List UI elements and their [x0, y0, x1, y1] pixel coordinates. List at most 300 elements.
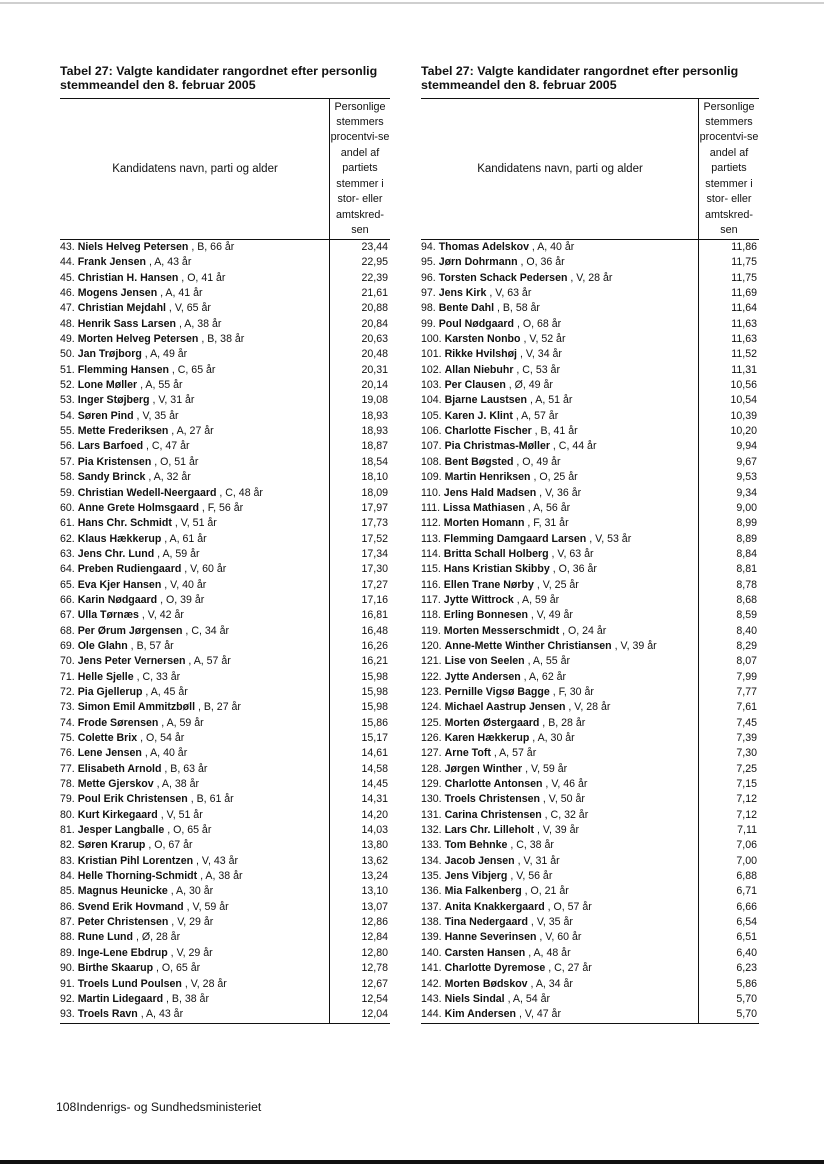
table-row: [60, 992, 390, 1007]
candidate-cell: [60, 578, 206, 593]
table-row: [421, 301, 759, 316]
candidate-cell: [421, 424, 578, 439]
candidate-name: Pia Christmas-Møller: [444, 440, 550, 453]
party-and-age: , V, 56 år: [507, 870, 553, 883]
party-and-age: , A, 45 år: [142, 685, 188, 698]
table-row: [60, 1007, 390, 1022]
candidate-name: Karsten Nonbo: [444, 333, 521, 346]
rank-number: 122.: [421, 670, 442, 683]
candidate-name: Bjarne Laustsen: [444, 394, 528, 407]
candidate-name: Britta Schall Holberg: [443, 547, 549, 560]
rank-number: 113.: [421, 532, 441, 545]
vote-share-value: 5,86: [736, 977, 757, 990]
party-and-age: , A, 32 år: [145, 471, 191, 484]
table-bottom-rule: [421, 1023, 759, 1024]
table-row: [60, 332, 390, 347]
candidate-cell: [60, 654, 231, 669]
rank-number: 136.: [421, 885, 442, 898]
column-header-value: Personlige stemmers procentvi-se andel af partiets stemmer i stor- eller amtskred-sen: [698, 99, 759, 239]
candidate-cell: [60, 424, 214, 439]
vote-share-value: 7,12: [736, 793, 757, 806]
vote-share-value: 6,88: [736, 870, 757, 883]
table-row: [60, 470, 390, 485]
table-row: [60, 731, 390, 746]
candidate-cell: [421, 700, 610, 715]
rank-number: 108.: [421, 455, 442, 468]
table-row: [421, 409, 759, 424]
rank-number: 128.: [421, 762, 442, 775]
party-and-age: , V, 39 år: [611, 639, 657, 652]
candidate-cell: [60, 762, 207, 777]
rank-number: 143.: [421, 992, 442, 1005]
candidate-cell: [60, 946, 213, 961]
party-and-age: , B, 28 år: [539, 716, 586, 729]
rank-number: 46.: [60, 287, 75, 300]
rank-number: 98.: [421, 302, 436, 315]
candidate-cell: [421, 393, 572, 408]
party-and-age: , V, 40 år: [161, 578, 207, 591]
vote-share-value: 18,93: [361, 425, 388, 438]
party-and-age: , O, 41 år: [178, 271, 226, 284]
vote-share-value: 10,56: [730, 379, 757, 392]
table-row: [60, 378, 390, 393]
rank-number: 118.: [421, 609, 441, 622]
vote-share-value: 17,34: [361, 547, 388, 560]
party-and-age: , A, 30 år: [167, 885, 214, 898]
table-body: [60, 240, 390, 1023]
candidate-cell: [60, 777, 199, 792]
candidate-cell: [60, 838, 193, 853]
vote-share-value: 15,17: [361, 732, 388, 744]
table-row: [421, 946, 759, 961]
table-row: [60, 792, 390, 807]
rank-number: 78.: [60, 778, 75, 791]
rank-number: 121.: [421, 655, 442, 668]
table-row: [421, 547, 759, 562]
candidate-cell: [421, 854, 560, 869]
candidate-name: Jens Kirk: [438, 287, 487, 300]
party-and-age: , C, 47 år: [143, 440, 190, 453]
rank-number: 95.: [421, 256, 436, 269]
candidate-name: Bent Bøgsted: [444, 455, 514, 468]
party-and-age: , Ø, 49 år: [505, 379, 553, 392]
candidate-name: Mette Frederiksen: [77, 425, 169, 438]
vote-share-value: 9,94: [736, 440, 757, 453]
party-and-age: , A, 59 år: [513, 593, 560, 606]
candidate-name: Troels Ravn: [77, 1008, 138, 1021]
party-and-age: , V, 59 år: [183, 900, 229, 913]
table-row: [421, 424, 759, 439]
rank-number: 87.: [60, 916, 75, 929]
candidate-cell: [421, 547, 594, 562]
table-row: [60, 762, 390, 777]
candidate-cell: [421, 470, 578, 485]
candidate-cell: [60, 977, 227, 992]
rank-number: 65.: [60, 578, 75, 591]
table-row: [60, 455, 390, 470]
rank-number: 76.: [60, 747, 75, 760]
table-row: [60, 578, 390, 593]
vote-share-value: 6,66: [736, 900, 757, 913]
party-and-age: , O, 24 år: [559, 624, 607, 637]
candidate-cell: [421, 516, 569, 531]
party-and-age: , A, 49 år: [141, 348, 188, 361]
party-and-age: , V, 51 år: [157, 808, 203, 821]
party-and-age: , V, 28 år: [567, 271, 613, 284]
party-and-age: , B, 61 år: [187, 793, 234, 806]
candidate-name: Simon Emil Ammitzbøll: [77, 701, 196, 714]
rank-number: 144.: [421, 1008, 442, 1021]
vote-share-value: 14,61: [361, 747, 388, 760]
rank-number: 92.: [60, 992, 75, 1005]
candidate-cell: [60, 961, 200, 976]
vote-share-value: 9,34: [736, 486, 757, 499]
column-header-value: Personlige stemmers procentvi-se andel af partiets stemmer i stor- eller amtskred-sen: [329, 99, 390, 239]
table-row: [421, 455, 759, 470]
rank-number: 127.: [421, 747, 442, 760]
candidate-cell: [60, 501, 243, 516]
table-row: [421, 977, 759, 992]
candidate-name: Christian H. Hansen: [77, 271, 179, 284]
candidate-name: Ole Glahn: [77, 639, 128, 652]
table-row: [60, 685, 390, 700]
top-edge-rule: [0, 2, 824, 4]
party-and-age: , A, 57 år: [512, 409, 559, 422]
table-row: [60, 532, 390, 547]
candidate-cell: [60, 347, 187, 362]
party-and-age: , A, 55 år: [137, 379, 183, 392]
vote-share-value: 10,39: [730, 409, 757, 422]
vote-share-value: 16,21: [361, 655, 388, 668]
candidate-cell: [60, 900, 229, 915]
candidate-name: Inge-Lene Ebdrup: [77, 946, 168, 959]
candidate-name: Jens Hald Madsen: [443, 486, 537, 499]
column-header-name: Kandidatens navn, parti og alder: [112, 163, 278, 175]
candidate-name: Lene Jensen: [77, 747, 142, 760]
rank-number: 124.: [421, 701, 442, 714]
rank-number: 60.: [60, 501, 75, 514]
table-title: Tabel 27: Valgte kandidater rangordnet efter personlig stemmeandel den 8. februar 2005: [60, 64, 378, 92]
table-row: [421, 823, 759, 838]
rank-number: 102.: [421, 363, 442, 376]
vote-share-value: 13,07: [361, 900, 388, 913]
candidate-cell: [421, 777, 587, 792]
table-row: [60, 977, 390, 992]
vote-share-value: 21,61: [361, 287, 388, 300]
candidate-name: Hans Chr. Schmidt: [77, 517, 172, 530]
vote-share-value: 12,80: [361, 946, 388, 959]
table-row: [421, 685, 759, 700]
table-row: [60, 777, 390, 792]
party-and-age: , V, 28 år: [181, 977, 227, 990]
party-and-age: , V, 42 år: [138, 609, 184, 622]
rank-number: 129.: [421, 778, 442, 791]
table-row: [421, 393, 759, 408]
table-row: [421, 317, 759, 332]
party-and-age: , V, 60 år: [181, 563, 227, 576]
table-row: [421, 792, 759, 807]
vote-share-value: 5,70: [736, 992, 757, 1005]
table-row: [60, 746, 390, 761]
vote-share-value: 6,23: [736, 962, 757, 975]
candidate-cell: [60, 731, 184, 746]
party-and-age: , O, 54 år: [137, 732, 185, 744]
vote-share-value: 17,30: [361, 563, 388, 576]
party-and-age: , O, 65 år: [153, 962, 201, 975]
rank-number: 61.: [60, 517, 75, 530]
table-row: [60, 439, 390, 454]
table-row: [60, 700, 390, 715]
vote-share-value: 11,64: [731, 302, 757, 315]
candidate-name: Charlotte Antonsen: [444, 778, 543, 791]
rank-number: 43.: [60, 241, 75, 253]
vote-share-value: 8,81: [736, 563, 757, 576]
rank-number: 51.: [60, 363, 75, 376]
table-row: [421, 347, 759, 362]
candidate-name: Ellen Trane Nørby: [443, 578, 534, 591]
right-table: [421, 64, 759, 1024]
candidate-cell: [421, 378, 553, 393]
rank-number: 62.: [60, 532, 75, 545]
party-and-age: , O, 65 år: [164, 824, 212, 837]
candidate-name: Arne Toft: [444, 747, 491, 760]
vote-share-value: 20,63: [361, 333, 388, 346]
table-row: [421, 470, 759, 485]
candidate-name: Martin Lidegaard: [77, 992, 164, 1005]
vote-share-value: 18,93: [361, 409, 388, 422]
candidate-name: Pia Kristensen: [77, 455, 152, 468]
candidate-cell: [421, 639, 657, 654]
vote-share-value: 7,30: [736, 747, 757, 760]
vote-share-value: 20,31: [361, 363, 388, 376]
party-and-age: , F, 56 år: [198, 501, 244, 514]
candidate-cell: [421, 946, 571, 961]
candidate-cell: [60, 593, 204, 608]
table-row: [421, 240, 759, 255]
candidate-name: Martin Henriksen: [444, 471, 531, 484]
rank-number: 126.: [421, 732, 442, 744]
candidate-name: Karin Nødgaard: [77, 593, 158, 606]
table-row: [60, 347, 390, 362]
table-row: [421, 900, 759, 915]
rank-number: 114.: [421, 547, 441, 560]
vote-share-value: 9,00: [736, 501, 757, 514]
vote-share-value: 14,31: [361, 793, 388, 806]
candidate-name: Charlotte Dyremose: [444, 962, 546, 975]
candidate-cell: [60, 240, 234, 255]
party-and-age: , A, 41 år: [157, 287, 203, 300]
candidate-name: Jens Vibjerg: [444, 870, 508, 883]
party-and-age: , C, 44 år: [549, 440, 597, 453]
candidate-cell: [421, 486, 581, 501]
party-and-age: , V, 25 år: [533, 578, 579, 591]
party-and-age: , B, 27 år: [195, 701, 241, 714]
party-and-age: , C, 33 år: [133, 670, 181, 683]
party-and-age: , O, 36 år: [517, 256, 565, 269]
rank-number: 96.: [421, 271, 436, 284]
rank-number: 63.: [60, 547, 75, 560]
candidate-cell: [60, 823, 211, 838]
candidate-name: Tina Nedergaard: [444, 916, 528, 929]
vote-share-value: 8,59: [736, 609, 757, 622]
rank-number: 117.: [421, 593, 441, 606]
vote-share-value: 7,39: [736, 732, 757, 744]
table-row: [421, 854, 759, 869]
party-and-age: , V, 59 år: [522, 762, 568, 775]
rank-number: 52.: [60, 379, 75, 392]
candidate-cell: [421, 792, 585, 807]
rank-number: 120.: [421, 639, 442, 652]
candidate-cell: [60, 992, 209, 1007]
candidate-name: Morten Messerschmidt: [443, 624, 560, 637]
vote-share-value: 18,87: [361, 440, 388, 453]
candidate-name: Rune Lund: [77, 931, 133, 944]
rank-number: 70.: [60, 655, 75, 668]
party-and-age: , O, 68 år: [514, 317, 562, 330]
rank-number: 109.: [421, 471, 442, 484]
candidate-name: Lone Møller: [77, 379, 138, 392]
candidate-cell: [421, 363, 560, 378]
candidate-cell: [60, 562, 226, 577]
table-row: [60, 516, 390, 531]
table-row: [60, 255, 390, 270]
vote-share-value: 16,26: [361, 639, 388, 652]
party-and-age: , V, 51 år: [171, 517, 217, 530]
rank-number: 106.: [421, 425, 442, 438]
table-row: [60, 301, 390, 316]
candidate-name: Jytte Wittrock: [443, 593, 514, 606]
candidate-name: Per Ørum Jørgensen: [77, 624, 183, 637]
table-row: [60, 869, 390, 884]
vote-share-value: 7,00: [736, 854, 757, 867]
table-row: [421, 486, 759, 501]
candidate-name: Morten Homann: [443, 517, 525, 530]
candidate-name: Carsten Hansen: [444, 946, 526, 959]
candidate-name: Jørn Dohrmann: [438, 256, 518, 269]
candidate-cell: [60, 915, 213, 930]
rank-number: 132.: [421, 824, 442, 837]
table-row: [60, 670, 390, 685]
vote-share-value: 16,81: [361, 609, 388, 622]
vote-share-value: 14,20: [361, 808, 388, 821]
candidate-name: Peter Christensen: [77, 916, 169, 929]
candidate-cell: [60, 255, 191, 270]
candidate-name: Henrik Sass Larsen: [77, 317, 177, 330]
vote-share-value: 8,78: [736, 578, 757, 591]
party-and-age: , O, 49 år: [513, 455, 561, 468]
rank-number: 85.: [60, 885, 75, 898]
candidate-cell: [421, 915, 573, 930]
table-row: [421, 930, 759, 945]
rank-number: 74.: [60, 716, 75, 729]
candidate-cell: [421, 332, 565, 347]
vote-share-value: 5,70: [736, 1008, 757, 1021]
rank-number: 91.: [60, 977, 75, 990]
candidate-cell: [421, 578, 579, 593]
table-row: [421, 670, 759, 685]
vote-share-value: 12,04: [361, 1008, 388, 1021]
table-row: [421, 516, 759, 531]
rank-number: 119.: [421, 624, 441, 637]
candidate-cell: [421, 593, 559, 608]
candidate-cell: [60, 624, 229, 639]
vote-share-value: 7,15: [736, 778, 757, 791]
candidate-cell: [60, 608, 184, 623]
table-row: [421, 562, 759, 577]
vote-share-value: 18,54: [361, 455, 388, 468]
party-and-age: , V, 43 år: [193, 854, 239, 867]
table-title: Tabel 27: Valgte kandidater rangordnet efter personlig stemmeandel den 8. februar 2005: [421, 64, 739, 92]
candidate-name: Poul Erik Christensen: [77, 793, 188, 806]
party-and-age: , B, 38 år: [198, 333, 245, 346]
rank-number: 140.: [421, 946, 442, 959]
candidate-cell: [60, 639, 174, 654]
candidate-name: Kristian Pihl Lorentzen: [77, 854, 194, 867]
vote-share-value: 7,99: [736, 670, 757, 683]
party-and-age: , A, 34 år: [527, 977, 573, 990]
candidate-cell: [60, 516, 217, 531]
candidate-name: Thomas Adelskov: [438, 241, 529, 253]
rank-number: 137.: [421, 900, 442, 913]
table-header: [60, 98, 390, 240]
candidate-name: Erling Bonnesen: [443, 609, 528, 622]
candidate-name: Colette Brix: [77, 732, 138, 744]
vote-share-value: 11,69: [731, 287, 757, 300]
candidate-name: Svend Erik Hovmand: [77, 900, 184, 913]
vote-share-value: 7,11: [737, 824, 757, 837]
table-row: [60, 808, 390, 823]
candidate-name: Michael Aastrup Jensen: [444, 701, 566, 714]
candidate-cell: [60, 930, 180, 945]
candidate-name: Mogens Jensen: [77, 287, 158, 300]
table-row: [421, 700, 759, 715]
vote-share-value: 11,75: [731, 271, 757, 284]
vote-share-value: 20,14: [361, 379, 388, 392]
rank-number: 64.: [60, 563, 75, 576]
candidate-name: Lars Barfoed: [77, 440, 144, 453]
table-row: [421, 286, 759, 301]
table-row: [60, 884, 390, 899]
party-and-age: , C, 53 år: [513, 363, 560, 376]
candidate-cell: [60, 378, 183, 393]
candidate-cell: [421, 961, 592, 976]
table-row: [421, 639, 759, 654]
candidate-cell: [60, 869, 243, 884]
rank-number: 84.: [60, 870, 75, 883]
candidate-name: Magnus Heunicke: [77, 885, 168, 898]
rank-number: 110.: [421, 486, 441, 499]
rank-number: 104.: [421, 394, 442, 407]
candidate-name: Søren Pind: [77, 409, 134, 422]
rank-number: 82.: [60, 839, 75, 852]
vote-share-value: 15,98: [361, 685, 388, 698]
candidate-cell: [421, 317, 561, 332]
table-row: [60, 915, 390, 930]
rank-number: 101.: [421, 348, 442, 361]
candidate-name: Flemming Damgaard Larsen: [443, 532, 587, 545]
vote-share-value: 17,52: [361, 532, 388, 545]
rank-number: 47.: [60, 302, 75, 315]
candidate-name: Jørgen Winther: [444, 762, 523, 775]
candidate-name: Hans Kristian Skibby: [443, 563, 550, 576]
table-row: [421, 578, 759, 593]
table-row: [60, 271, 390, 286]
rank-number: 80.: [60, 808, 75, 821]
party-and-age: , B, 63 år: [161, 762, 208, 775]
table-body: [421, 240, 759, 1023]
candidate-cell: [421, 608, 573, 623]
column-header-name: Kandidatens navn, parti og alder: [477, 163, 643, 175]
